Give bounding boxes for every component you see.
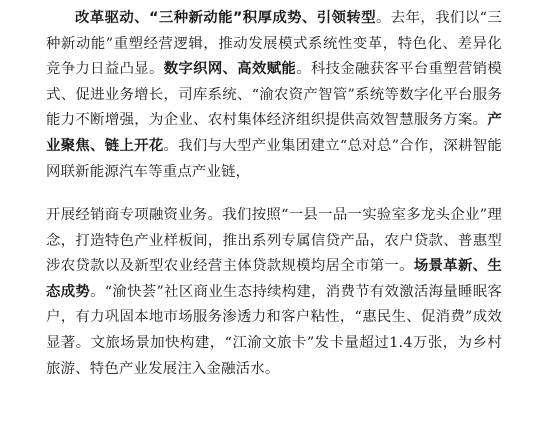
- bold-phrase-scenario: 场景革新、生态成势: [46, 258, 502, 300]
- paragraph-text: 开展经销商专项融资业务。我们按照“一县一品一实验室多龙头企业”理念，打造特色产业样板间，推出系列专属信贷产品，农户贷款、普惠型涉农贷款以及新型农业经营主体贷款规模均居全市第一。: [46, 207, 502, 275]
- paragraph-text: 。科技金融获客平台重塑营销模式、促进业务增长，司库系统、“渝农资产智管”系统等数字化平台服务能力不断增强，为企业、农村集体经济组织提供高效智慧服务方案。: [46, 61, 502, 129]
- bold-phrase-digital: 数字织网、高效赋能: [163, 61, 297, 78]
- paragraph-text: 。“渝快荟”社区商业生态持续构建，消费节有效激活海量睡眠客户，有力巩固本地市场服务渗透力和客户粘性，“惠民生、促消费”成效显著。文旅场景加快构建，“江渝文旅卡”发卡量超过1.4万张，为乡村旅游、特色产业发展注入金融活水。: [46, 283, 502, 377]
- paragraph-heading-reform: 改革驱动、“三种新动能”积厚成势、引领转型: [75, 10, 376, 26]
- paragraph-text: 。我们与大型产业集团建立“总对总”合作，深耕智能网联新能源汽车等重点产业链，: [46, 137, 502, 180]
- paragraph-continuation: [46, 203, 502, 382]
- paragraph-text: 。去年，我们以“三种新动能”重塑经营逻辑，推动发展模式系统性变革，特色化、差异化竞争力日益凸显。: [46, 10, 502, 78]
- paragraph-reform-momentum: [46, 6, 502, 185]
- bold-phrase-industry: 产业聚焦、链上开花: [46, 112, 502, 154]
